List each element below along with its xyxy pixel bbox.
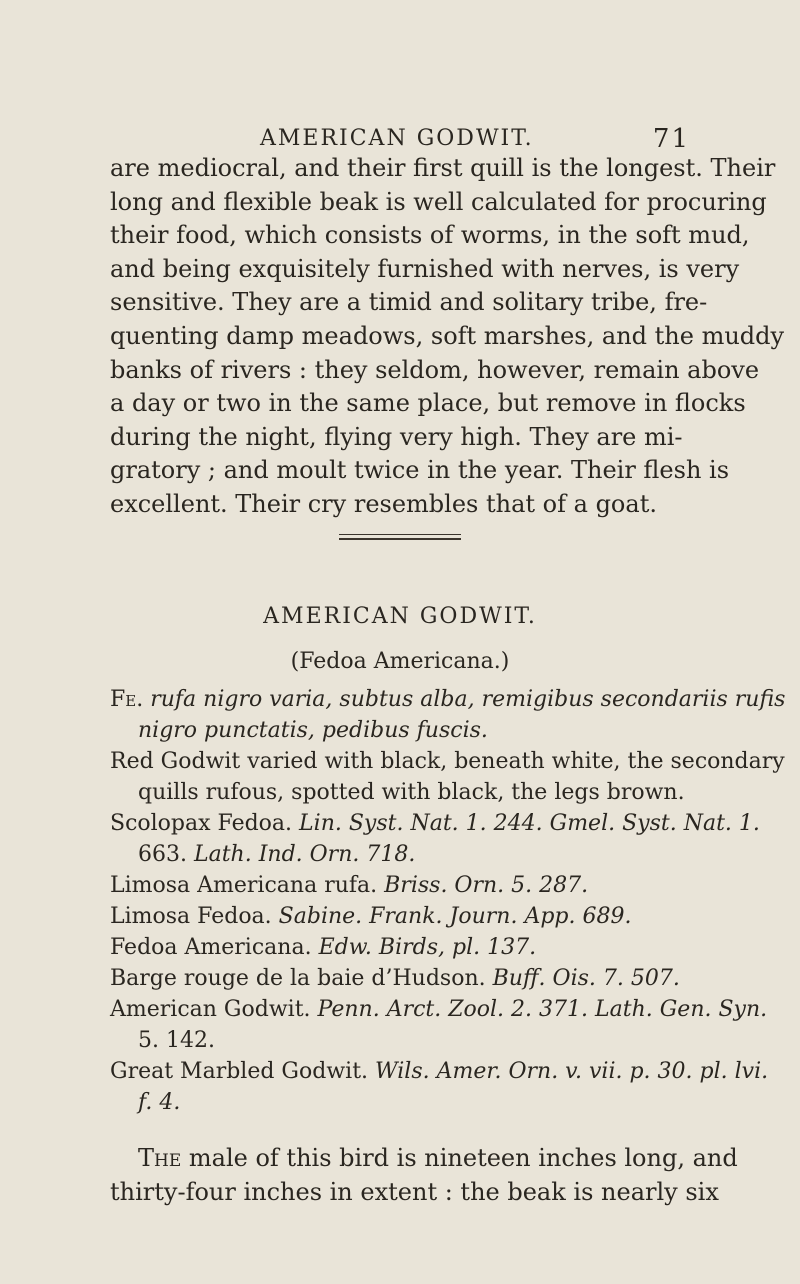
divider-rule <box>339 534 461 535</box>
synonym-reference: Briss. Orn. 5. 287. <box>384 873 589 898</box>
synonym-entry <box>110 932 700 963</box>
synonym-continuation: 5. 142. <box>138 1028 215 1053</box>
synonym-name: Limosa Fedoa. <box>110 904 272 929</box>
synonym-continuation <box>110 715 700 746</box>
lead-word: The <box>138 1144 182 1172</box>
synonym-entry <box>110 1056 769 1087</box>
text-line: and being exquisitely furnished with nerves, is very <box>110 254 740 283</box>
running-head <box>260 124 690 154</box>
synonym-continuation <box>110 839 700 870</box>
synonym-name: Barge rouge de la baie d’Hudson. <box>110 966 486 991</box>
divider-rule-thick <box>339 538 461 540</box>
synonym-name: Limosa Americana rufa. <box>110 873 378 898</box>
synonym-reference: Edw. Birds, pl. 137. <box>318 935 537 960</box>
synonym-reference: Buff. Ois. 7. 507. <box>492 966 680 991</box>
synonym-entry <box>110 684 786 715</box>
latin-diagnosis: rufa nigro varia, subtus alba, remigibus secondariis rufis <box>150 687 786 712</box>
text-line: their food, which consists of worms, in the soft mud, <box>110 221 750 250</box>
text-run: male of this bird is nineteen inches long, and <box>188 1144 738 1172</box>
synonym-entry: Red Godwit varied with black, beneath white, the secondary <box>110 749 785 774</box>
synonym-reference-cont: 663. <box>138 842 187 867</box>
synonymy-list <box>110 684 786 1118</box>
synonym-entry <box>110 963 700 994</box>
text-line: are mediocral, and their first quill is the longest. Their <box>110 154 776 182</box>
text-line: gratory ; and moult twice in the year. Their flesh is <box>110 456 730 485</box>
synonym-reference: Penn. Arct. Zool. 2. 371. Lath. Gen. Syn. <box>317 997 768 1022</box>
text-line: sensitive. They are a timid and solitary tribe, fre- <box>110 288 708 317</box>
section-subtitle: (Fedoa Americana.) <box>290 649 510 674</box>
running-title: AMERICAN GODWIT. <box>260 126 534 151</box>
page-number: 71 <box>652 124 690 154</box>
text-line: a day or two in the same place, but remove in flocks <box>110 389 746 418</box>
synonym-reference: Sabine. Frank. Journ. App. 689. <box>278 904 632 929</box>
synonym-continuation: quills rufous, spotted with black, the legs brown. <box>138 780 685 805</box>
section-title: AMERICAN GODWIT. <box>263 604 537 629</box>
synonym-reference: Lin. Syst. Nat. 1. 244. Gmel. Syst. Nat. 1. <box>299 811 760 836</box>
text-line: quenting damp meadows, soft marshes, and the muddy <box>110 321 785 350</box>
text-line: excellent. Their cry resembles that of a goat. <box>110 489 657 518</box>
text-line: banks of rivers : they seldom, however, remain above <box>110 355 760 384</box>
synonym-name: American Godwit. <box>110 997 311 1022</box>
synonym-entry <box>110 901 700 932</box>
synonym-name: Great Marbled Godwit. <box>110 1059 369 1084</box>
synonym-reference: Wils. Amer. Orn. v. vii. p. 30. pl. lvi. <box>375 1059 769 1084</box>
synonym-continuation <box>110 1087 700 1118</box>
text-line: thirty-four inches in extent : the beak is nearly six <box>110 1177 719 1206</box>
latin-diagnosis-cont: nigro punctatis, pedibus fuscis. <box>138 718 488 743</box>
synonym-entry <box>110 870 700 901</box>
synonym-reference: Lath. Ind. Orn. 718. <box>193 842 416 867</box>
synonym-entry <box>110 808 760 839</box>
text-line <box>110 1142 738 1176</box>
text-line: long and flexible beak is well calculated for procuring <box>110 187 767 216</box>
synonym-name: Fedoa Americana. <box>110 935 312 960</box>
closing-paragraph <box>110 1142 738 1209</box>
synonym-reference-cont: f. 4. <box>138 1090 181 1115</box>
synonym-entry <box>110 994 768 1025</box>
fe-label: Fe. <box>110 687 144 712</box>
text-line: during the night, flying very high. They are mi- <box>110 422 683 451</box>
opening-paragraph <box>110 152 785 522</box>
synonym-name: Scolopax Fedoa. <box>110 811 293 836</box>
